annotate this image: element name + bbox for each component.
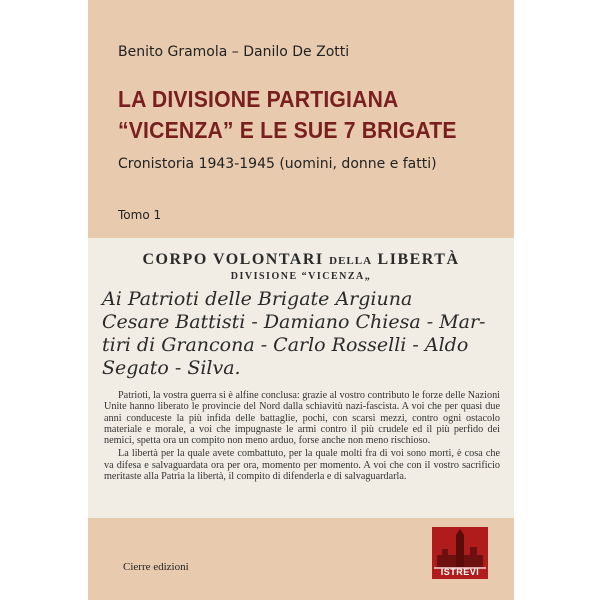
historic-document-image — [88, 238, 514, 518]
book-title — [118, 84, 468, 146]
paragraph-2: La libertà per la quale avete combattuto, per la quale molti fra di voi sono morti, è cosa che va difesa e salvaguardata ora per ora, momento per momento. A voi che con il vostro sacrificio meritaste alla Patria la libertà, il compito di difenderla e di salvaguardarla. — [104, 448, 500, 483]
subtitle: Cronistoria 1943-1945 (uomini, donne e fatti) — [118, 156, 437, 172]
title-line-1: LA DIVISIONE PARTIGIANA — [118, 86, 399, 112]
document-subheader: DIVISIONE “VICENZA„ — [230, 271, 372, 282]
document-header — [88, 251, 514, 269]
publisher: Cierre edizioni — [123, 561, 189, 573]
handwritten-dedication — [102, 288, 512, 380]
istrevi-logo — [432, 527, 488, 579]
script-line: Cesare Battisti - Damiano Chiesa - Mar- — [102, 311, 486, 333]
script-line: Segato - Silva. — [102, 357, 241, 379]
script-line: tiri di Grancona - Carlo Rosselli - Aldo — [102, 334, 469, 356]
script-line: Ai Patrioti delle Brigate Argiuna — [102, 288, 413, 310]
logo-text: ISTREVI — [440, 567, 480, 577]
paragraph-1: Patrioti, la vostra guerra si è alfine conclusa: grazie al vostro contributo le forze delle Nazioni Unite hanno liberato le provincie del Nord dalla schiavitù nazi-fascista. A voi che per quasi due anni conduceste la più infida delle battaglie, pochi, con scarsi mezzi, contro ogni ostacolo materiale e morale, a voi che impugnaste le armi contro il più crudele ed il più perfido dei nemici, spetta ora un compito non meno arduo, forse anche non meno rischioso. — [104, 390, 500, 447]
title-line-2: “VICENZA” E LE SUE 7 BRIGATE — [118, 117, 457, 143]
header-part-1: CORPO VOLONTARI — [142, 251, 324, 268]
volume-label: Tomo 1 — [118, 208, 162, 222]
header-small: DELLA — [329, 255, 373, 267]
authors: Benito Gramola – Danilo De Zotti — [118, 44, 350, 60]
document-body — [104, 390, 500, 482]
header-part-2: LIBERTÀ — [377, 251, 460, 268]
